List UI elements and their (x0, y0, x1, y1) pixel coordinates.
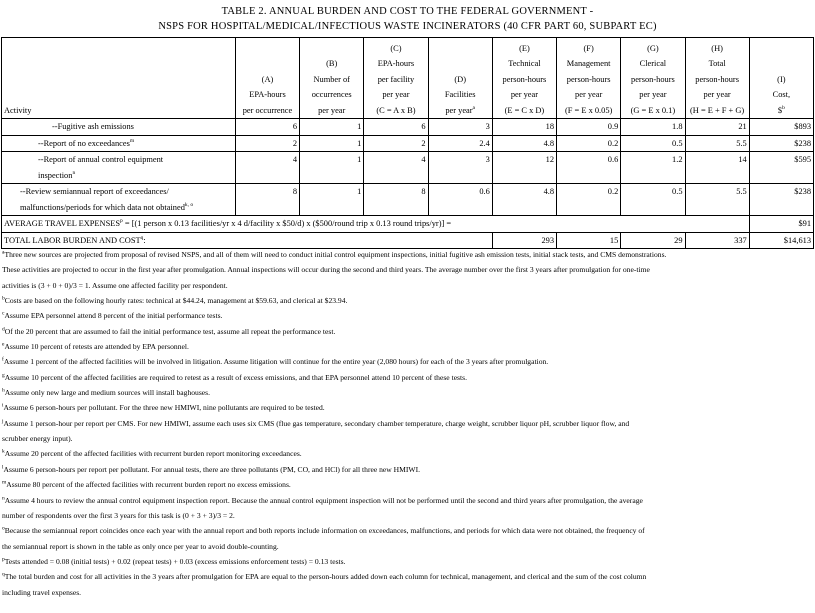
cell-c: 6 (364, 119, 428, 136)
row-activity: --Review semiannual report of exceedances/ malfunctions/periods for which data not obtained$^{k, o}$ (2, 184, 236, 216)
total-label: TOTAL LABOR BURDEN AND COST$^q$: (2, 232, 493, 249)
cell-d: 2.4 (428, 135, 492, 152)
footnote-line: $^j$Assume 1 person-hour per report per CMS. For new HMIWI, assume each uses six CMS (flue gas temperature, secondary chamber temperature, charge weight, scrubber liquor pH, scrubber liquor flow, and (2, 418, 630, 428)
footnote-line: $^a$Three new sources are projected from proposal of revised NSPS, and all of them will need to conduct initial control equipment inspections, initial fugitive ash emission tests, initial stack tests, and CMS demonstrations. (2, 249, 667, 259)
cell-f: 0.2 (557, 135, 621, 152)
header-col-d: (D) Facilities per year$^a$ (428, 38, 492, 119)
footnote-line: $^h$Assume only new large and medium sources will install baghouses. (2, 387, 211, 398)
table-title-line-1: TABLE 2. ANNUAL BURDEN AND COST TO THE FEDERAL GOVERNMENT - (221, 6, 594, 17)
cell-e: 18 (492, 119, 556, 136)
total-i: $14,613 (749, 232, 813, 249)
cell-d: 0.6 (428, 184, 492, 216)
footnote-line: $^d$Of the 20 percent that are assumed to fail the initial performance test, assume all repeat the performance test. (2, 326, 336, 336)
cell-g: 1.2 (621, 152, 685, 184)
footnote-line: activities is (3 + 0 + 0)/3 = 1. Assume one affected facility per respondent. (2, 280, 228, 290)
cell-e: 4.8 (492, 135, 556, 152)
footnote-line: $^i$Assume 6 person-hours per pollutant. For the three new HMIWI, nine pollutants are required to be tested. (2, 402, 325, 413)
footnote-line: $^c$Assume EPA personnel attend 8 percent of the initial performance tests. (2, 310, 223, 321)
table-row (2, 119, 814, 136)
header-col-e: (E) Technical person-hours per year (E = C x D) (492, 38, 556, 119)
header-col-f: (F) Management person-hours per year (F = E x 0.05) (557, 38, 621, 119)
cell-b: 1 (300, 152, 364, 184)
cell-c: 4 (364, 152, 428, 184)
travel-expenses-label: AVERAGE TRAVEL $EXPENSES^p = [(1$ person x 0.13 facilities/yr x 4 d/facility x $50/d) x ($500/round trip x 0.13 round trips/yr)] = (2, 216, 750, 233)
cell-g: 1.8 (621, 119, 685, 136)
footnote-line: $^n$Assume 4 hours to review the annual control equipment inspection report. Because the annual control equipment inspection will not be performed until the second and third years after promulgation, the average (2, 494, 643, 505)
cell-g: 0.5 (621, 184, 685, 216)
footnotes (2, 247, 812, 600)
cell-d: 3 (428, 119, 492, 136)
footnote-line: scrubber energy input). (2, 434, 73, 444)
footnote-line: the semiannual report is shown in the table as only once per year to avoid double-counting. (2, 541, 279, 551)
table-row (2, 135, 814, 152)
total-e: 293 (492, 232, 556, 249)
cell-e: 12 (492, 152, 556, 184)
cell-e: 4.8 (492, 184, 556, 216)
table-row (2, 184, 814, 216)
cell-d: 3 (428, 152, 492, 184)
header-col-c: (C) EPA-hours per facility per year (C = A x B) (364, 38, 428, 119)
cell-g: 0.5 (621, 135, 685, 152)
cell-h: 21 (685, 119, 749, 136)
cell-b: 1 (300, 184, 364, 216)
cell-i: $238 (749, 135, 813, 152)
cell-h: 5.5 (685, 135, 749, 152)
footnote-line: $^e$Assume 10 percent of retests are attended by EPA personnel. (2, 341, 189, 352)
row-activity: --Fugitive ash emissions (2, 119, 236, 136)
footnote-line: $^l$Assume 6 person-hours per report per pollutant. For annual tests, there are three pollutants (PM, CO, and HCl) for all three new HMIWI. (2, 464, 421, 474)
footnote-line: $^b$Costs are based on the following hourly rates: technical at $44.24, management at $59.63, and clerical at $23.94. (2, 295, 348, 306)
cell-c: 8 (364, 184, 428, 216)
travel-expenses-row (2, 216, 814, 233)
cell-f: 0.2 (557, 184, 621, 216)
footnote-line: $^k$Assume 20 percent of the affected facilities with recurrent burden report monitoring exceedances. (2, 448, 302, 459)
burden-table (1, 37, 814, 249)
table-title-line-2: NSPS FOR HOSPITAL/MEDICAL/INFECTIOUS WASTE INCINERATORS (40 CFR PART 60, SUBPART EC) (158, 21, 657, 32)
footnote-line: $^f$Assume 1 percent of the affected facilities will be involved in litigation. Assume litigation will continue for the entire year (2,080 hours) for each of the 3 years after promulgation. (2, 356, 549, 367)
cell-i: $893 (749, 119, 813, 136)
cell-a: 8 (235, 184, 299, 216)
cell-h: 14 (685, 152, 749, 184)
cell-b: 1 (300, 119, 364, 136)
header-row (2, 38, 814, 119)
footnote-line: These activities are projected to occur in the first year after promulgation. Annual inspections will occur during the second and third years. The average number over the first 3 years after promulgation for one-time (2, 265, 650, 275)
header-col-g: (G) Clerical person-hours per year (G = E x 0.1) (621, 38, 685, 119)
cell-i: $238 (749, 184, 813, 216)
cell-f: 0.6 (557, 152, 621, 184)
header-activity: Activity (2, 38, 236, 119)
footnote-line: $^o$Because the semiannual report coincides once each year with the annual report and both reports include information on exceedances, malfunctions, and periods for which data were not obtained, the frequency of (2, 525, 645, 536)
cell-h: 5.5 (685, 184, 749, 216)
cell-a: 4 (235, 152, 299, 184)
total-g: 29 (621, 232, 685, 249)
cell-a: 6 (235, 119, 299, 136)
cell-f: 0.9 (557, 119, 621, 136)
total-h: 337 (685, 232, 749, 249)
header-col-i: (I) Cost, \$$^b$ (749, 38, 813, 119)
cell-b: 1 (300, 135, 364, 152)
footnote-line: $^p$Tests attended = 0.08 (initial tests) + 0.02 (repeat tests) + 0.03 (excess emissions enforcement tests) = 0.13 tests. (2, 556, 346, 566)
cell-i: $595 (749, 152, 813, 184)
cell-c: 2 (364, 135, 428, 152)
row-activity: --Report of no exceedances$^m$ (2, 135, 236, 152)
header-col-a: (A) EPA-hours per occurrence (235, 38, 299, 119)
travel-expenses-cost: $91 (749, 216, 813, 233)
header-col-h: (H) Total person-hours per year (H = E + F + G) (685, 38, 749, 119)
footnote-line: including travel expenses. (2, 587, 82, 597)
row-activity: --Report of annual control equipment inspection$^n$ (2, 152, 236, 184)
table-row (2, 152, 814, 184)
footnote-line: $^m$Assume 80 percent of the affected facilities with recurrent burden report no excess emissions. (2, 479, 291, 490)
header-col-b: (B) Number of occurrences per year (300, 38, 364, 119)
footnote-line: $^q$The total burden and cost for all activities in the 3 years after promulgation for EPA are equal to the person-hours added down each column for technical, management, and clerical and the sum of the cost column (2, 571, 647, 582)
footnote-line: number of respondents over the first 3 years for this task is (0 + 3 + 3)/3 = 2. (2, 510, 235, 520)
total-f: 15 (557, 232, 621, 249)
footnote-line: $^g$Assume 10 percent of the affected facilities are required to retest as a result of excess emissions, and that EPA personnel attend 10 percent of these tests. (2, 372, 467, 382)
cell-a: 2 (235, 135, 299, 152)
